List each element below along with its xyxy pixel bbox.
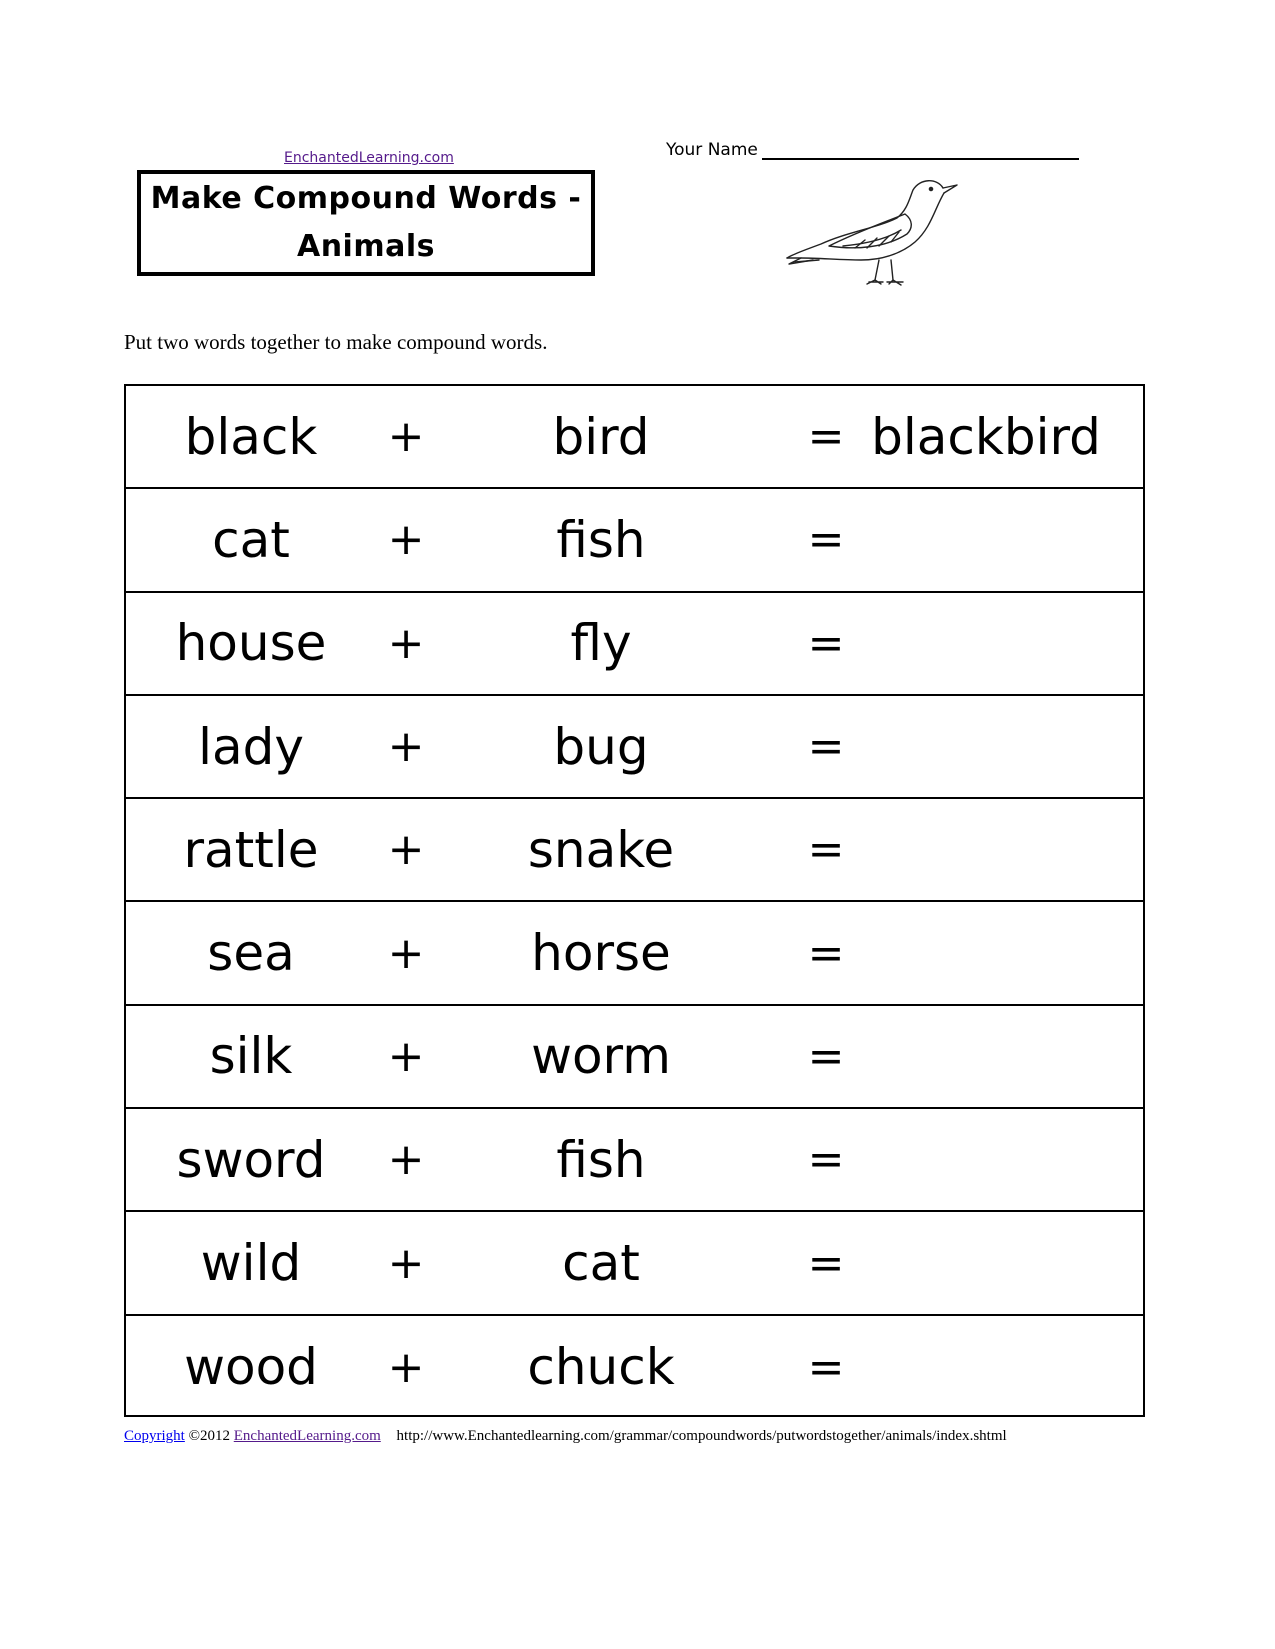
name-label: Your Name xyxy=(666,140,758,160)
equals-sign: = xyxy=(807,1134,845,1186)
title-line-2: Animals xyxy=(296,229,435,264)
name-line[interactable] xyxy=(762,158,1079,160)
equals-sign: = xyxy=(807,824,845,876)
second-word: chuck xyxy=(527,1338,675,1397)
answer-field[interactable] xyxy=(846,903,1126,1004)
equals-sign: = xyxy=(807,411,845,463)
second-word: horse xyxy=(531,924,671,983)
bird-icon xyxy=(785,176,960,294)
table-row xyxy=(126,1212,1143,1315)
title-line-1: Make Compound Words - xyxy=(150,181,582,216)
second-word: fish xyxy=(556,510,646,569)
table-row xyxy=(126,1006,1143,1109)
second-word: cat xyxy=(562,1234,640,1293)
title-box xyxy=(137,170,595,276)
table-row xyxy=(126,903,1143,1006)
footer xyxy=(124,1428,1007,1445)
site-link[interactable]: EnchantedLearning.com xyxy=(284,150,454,166)
page-url: http://www.Enchantedlearning.com/grammar/compoundwords/putwordstogether/animals/index.shtml xyxy=(396,1428,1007,1444)
first-word: sword xyxy=(176,1130,326,1189)
equals-sign: = xyxy=(807,1030,845,1082)
copyright-year: ©2012 xyxy=(188,1428,230,1444)
answer-field[interactable]: blackbird xyxy=(871,407,1101,466)
plus-sign: + xyxy=(387,514,425,566)
footer-site-link[interactable]: EnchantedLearning.com xyxy=(233,1428,381,1444)
answer-field[interactable] xyxy=(846,1316,1126,1419)
answer-field[interactable] xyxy=(846,593,1126,694)
equals-sign: = xyxy=(807,927,845,979)
table-row xyxy=(126,1316,1143,1419)
first-word: house xyxy=(175,614,327,673)
plus-sign: + xyxy=(387,1341,425,1393)
equals-sign: = xyxy=(807,617,845,669)
second-word: fish xyxy=(556,1130,646,1189)
plus-sign: + xyxy=(387,927,425,979)
table-row xyxy=(126,593,1143,696)
answer-field[interactable] xyxy=(846,696,1126,797)
first-word: sea xyxy=(207,924,295,983)
answer-field[interactable] xyxy=(846,1109,1126,1210)
compound-words-table xyxy=(124,384,1145,1417)
answer-field[interactable] xyxy=(846,1212,1126,1313)
instructions: Put two words together to make compound words. xyxy=(124,330,548,354)
plus-sign: + xyxy=(387,721,425,773)
equals-sign: = xyxy=(807,1237,845,1289)
first-word: black xyxy=(184,407,318,466)
equals-sign: = xyxy=(807,721,845,773)
first-word: wild xyxy=(200,1234,302,1293)
first-word: silk xyxy=(209,1027,293,1086)
second-word: bird xyxy=(552,407,650,466)
second-word: bug xyxy=(553,717,649,776)
table-row xyxy=(126,489,1143,592)
plus-sign: + xyxy=(387,617,425,669)
plus-sign: + xyxy=(387,411,425,463)
copyright-link[interactable]: Copyright xyxy=(124,1428,185,1444)
first-word: cat xyxy=(212,510,290,569)
answer-field[interactable] xyxy=(846,489,1126,590)
plus-sign: + xyxy=(387,1030,425,1082)
first-word: wood xyxy=(184,1338,318,1397)
plus-sign: + xyxy=(387,824,425,876)
plus-sign: + xyxy=(387,1237,425,1289)
first-word: rattle xyxy=(183,820,319,879)
first-word: lady xyxy=(198,717,304,776)
equals-sign: = xyxy=(807,1341,845,1393)
plus-sign: + xyxy=(387,1134,425,1186)
second-word: snake xyxy=(527,820,675,879)
answer-field[interactable] xyxy=(846,1006,1126,1107)
second-word: fly xyxy=(570,614,632,673)
table-row xyxy=(126,386,1143,489)
table-row xyxy=(126,696,1143,799)
second-word: worm xyxy=(531,1027,671,1086)
answer-field[interactable] xyxy=(846,799,1126,900)
table-row xyxy=(126,1109,1143,1212)
table-row xyxy=(126,799,1143,902)
equals-sign: = xyxy=(807,514,845,566)
